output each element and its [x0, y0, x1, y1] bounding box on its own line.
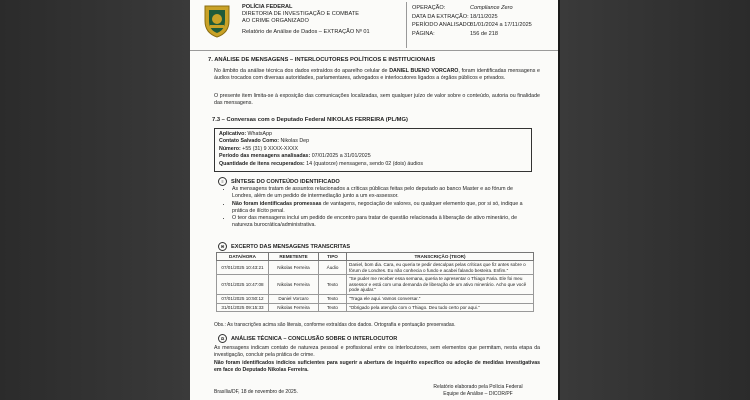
- document-header: [190, 0, 558, 51]
- header-field-extraction-date: DATA DA EXTRAÇÃO: 18/11/2025: [412, 13, 498, 20]
- chat-bubbles-icon: ✉: [218, 242, 227, 251]
- col-type: TIPO: [319, 253, 347, 261]
- dept-line-1: DIRETORIA DE INVESTIGAÇÃO E COMBATE: [242, 11, 359, 18]
- info-period: Período das mensagens analisadas: 07/01/2025 a 31/01/2025: [219, 153, 371, 160]
- header-fields: [412, 4, 552, 38]
- conversation-info-box: [214, 128, 532, 172]
- info-number: Número: +55 (31) 9 XXXX-XXXX: [219, 145, 299, 152]
- table-row: 31/01/2025 09:15:33 Nikolas Ferreira Texto "Obrigado pela atenção com o Thiago. Deu tudo certo por aqui.": [217, 303, 534, 312]
- signature-line-1: Relatório elaborado pela Polícia Federal: [433, 384, 523, 390]
- blurred-background-left: [0, 0, 190, 400]
- section-7-paragraph-1: No âmbito da análise técnica dos dados extraídos do aparelho celular de DANIEL BUENO VORCARO, foram identificadas mensagens e áudios trocados com diversas autoridades, parlamentares, advogados e interlocutores ligados a órgãos públicos e privados.: [214, 68, 540, 82]
- table-row: 07/01/2025 10:43:21 Nikolas Ferreira Áudio Daniel, bom dia. Cara, eu queria te pedir desculpas pelas críticas que fiz antes sobre o fórum de Londres. Eu não conhecia o fundo e acabei falando besteira. Enfim.": [217, 261, 534, 275]
- table-row: 07/01/2025 10:47:08 Nikolas Ferreira Texto "Se puder me receber essa semana, queria te apresentar o Thiago Faria. Ele foi meu assessor e está com uma demanda de liberação de um ativo minerário. Acho que você pode ajudar.": [217, 275, 534, 295]
- header-field-operation: OPERAÇÃO: Compliance Zero: [412, 5, 513, 11]
- section-7-paragraph-2: O presente item limita-se à exposição das comunicações localizadas, sem qualquer juízo de valor sobre o conteúdo, autoria ou finalidade das mensagens.: [214, 93, 540, 107]
- header-field-page: PÁGINA: 156 de 218: [412, 30, 498, 37]
- header-field-period: PERÍODO ANALISADO: 01/01/2024 a 17/11/2025: [412, 22, 532, 29]
- federal-police-seal-icon: [202, 3, 232, 39]
- conclusion-paragraph-2: Não foram identificados indícios suficientes para sugerir a abertura de inquérito específico ou adoção de medidas investigativas em face do Deputado Nikolas Ferreira.: [214, 360, 540, 373]
- signature-line-2: Equipe de Análise – DICOR/PF: [443, 390, 513, 397]
- info-app: Aplicativo: WhatsApp: [219, 131, 272, 137]
- synthesis-heading: ≡ SÍNTESE DO CONTEÚDO IDENTIFICADO: [218, 177, 340, 186]
- table-row: 07/01/2025 10:50:12 Daniel Vorcaro Texto "Traga ele aqui. Vamos conversar.": [217, 294, 534, 303]
- excerpt-heading: ✉ EXCERTO DAS MENSAGENS TRANSCRITAS: [218, 242, 350, 251]
- header-divider: [406, 2, 407, 48]
- synthesis-item: • Não foram identificadas promessas de vantagens, negociação de valores, ou qualquer elemento que, por si só, indique a prática de ilícito penal.: [232, 201, 532, 215]
- synthesis-item: • O teor das mensagens inclui um pedido de encontro para tratar de questão relacionada à liberação de ativo minerário, de natureza burocrática/administrativa.: [232, 215, 532, 229]
- synthesis-list: [226, 186, 532, 230]
- conclusion-heading: ⚖ ANÁLISE TÉCNICA – CONCLUSÃO SOBRE O INTERLOCUTOR: [218, 334, 397, 343]
- footer-signature: [418, 384, 538, 397]
- col-transcription: TRANSCRIÇÃO (TEOR): [347, 253, 534, 261]
- scales-icon: ⚖: [218, 334, 227, 343]
- section-7-title: 7. ANÁLISE DE MENSAGENS – INTERLOCUTORES POLÍTICOS E INSTITUCIONAIS: [208, 57, 436, 63]
- blurred-background-right: [560, 0, 750, 400]
- org-name: POLÍCIA FEDERAL: [242, 4, 293, 10]
- table-header-row: [217, 253, 534, 261]
- conclusion-paragraph-1: As mensagens indicam contato de natureza pessoal e profissional entre os interlocutores, sem elementos que permitam, nesta etapa da investigação, concluir pela prática de crime.: [214, 345, 540, 358]
- document-page: [190, 0, 558, 400]
- section-7-3-title: 7.3 – Conversas com o Deputado Federal NIKOLAS FERREIRA (PL/MG): [212, 117, 408, 123]
- transcription-note: Obs.: As transcrições acima são literais, conforme extraídas dos dados. Ortografia e pontuação preservadas.: [214, 322, 456, 328]
- col-datetime: DATA/HORA: [217, 253, 269, 261]
- report-name: Relatório de Análise de Dados – EXTRAÇÃO Nº 01: [242, 28, 370, 35]
- info-contact: Contato Salvado Como: Nikolas Dep: [219, 138, 310, 145]
- footer-place-date: Brasília/DF, 18 de novembro de 2025.: [214, 389, 298, 395]
- dept-line-2: AO CRIME ORGANIZADO: [242, 18, 309, 25]
- col-sender: REMETENTE: [269, 253, 319, 261]
- synthesis-item: • As mensagens tratam de assuntos relacionados a críticas públicas feitas pelo deputado ao banco Master e ao fórum de Londres, além de um pedido de intermediação junto a um ex-assessor.: [232, 186, 532, 200]
- document-icon: ≡: [218, 177, 227, 186]
- header-organization: [242, 4, 390, 36]
- messages-table: [216, 252, 534, 312]
- info-quantity: Quantidade de itens recuperados: 14 (quatorze) mensagens, sendo 02 (dois) áudios: [219, 160, 424, 167]
